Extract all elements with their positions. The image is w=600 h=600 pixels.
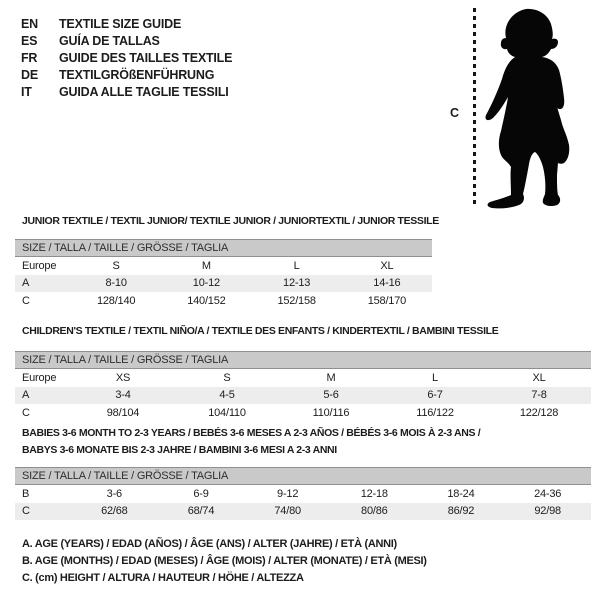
table-cell: 8-10 bbox=[71, 275, 161, 293]
table-cell: 62/68 bbox=[71, 503, 158, 521]
table-cell: XL bbox=[380, 259, 394, 272]
table-cell: 3-6 bbox=[106, 487, 122, 500]
table-cell: 92/98 bbox=[504, 503, 591, 521]
footnote-height: C. (cm) HEIGHT / ALTURA / HAUTEUR / HÖHE / ALTEZZA bbox=[22, 572, 304, 584]
table-row-height bbox=[15, 292, 432, 310]
table-cell: 18-24 bbox=[447, 487, 475, 500]
table-row-height bbox=[15, 503, 591, 521]
junior-table-title: JUNIOR TEXTILE / TEXTIL JUNIOR/ TEXTILE JUNIOR / JUNIORTEXTIL / JUNIOR TESSILE bbox=[22, 215, 439, 227]
babies-table-grid bbox=[15, 485, 591, 520]
table-cell: C bbox=[22, 406, 30, 419]
language-title: GUIDE DES TAILLES TEXTILE bbox=[59, 51, 233, 65]
language-row bbox=[21, 33, 232, 50]
language-code: FR bbox=[21, 51, 38, 65]
language-row bbox=[21, 84, 232, 101]
table-cell: 140/152 bbox=[187, 294, 226, 307]
table-cell: M bbox=[326, 371, 336, 384]
language-code: ES bbox=[21, 34, 38, 48]
table-cell: 110/116 bbox=[312, 406, 350, 419]
height-measure-dashed-line bbox=[473, 8, 476, 206]
table-cell: 158/170 bbox=[367, 294, 407, 307]
table-cell: 7-8 bbox=[487, 387, 591, 405]
language-row bbox=[21, 50, 232, 67]
table-cell: 116/122 bbox=[416, 406, 454, 419]
table-cell: 98/104 bbox=[106, 406, 140, 419]
table-row-europe bbox=[15, 257, 432, 275]
junior-table-grid bbox=[15, 257, 432, 310]
table-cell: 152/158 bbox=[277, 294, 316, 307]
table-cell: A bbox=[15, 275, 71, 293]
table-cell: 68/74 bbox=[158, 503, 245, 521]
footnote-age-years: A. AGE (YEARS) / EDAD (AÑOS) / ÂGE (ANS) / ALTER (JAHRE) / ETÀ (ANNI) bbox=[22, 538, 397, 550]
table-cell: 10-12 bbox=[161, 275, 251, 293]
table-cell: 74/80 bbox=[244, 503, 331, 521]
table-cell: XS bbox=[115, 371, 131, 384]
table-row-height bbox=[15, 404, 591, 422]
babies-table-title-line2: BABYS 3-6 MONATE BIS 2-3 JAHRE / BAMBINI 3-6 MESI A 2-3 ANNI bbox=[22, 444, 337, 456]
footnote-age-months: B. AGE (MONTHS) / EDAD (MESES) / ÂGE (MOIS) / ALTER (MONATE) / ETÀ (MESI) bbox=[22, 555, 427, 567]
table-cell: 80/86 bbox=[331, 503, 418, 521]
children-size-table bbox=[15, 351, 591, 422]
table-cell: A bbox=[15, 387, 71, 405]
table-cell: 128/140 bbox=[96, 294, 136, 307]
table-cell: 6-9 bbox=[193, 487, 209, 500]
language-header bbox=[21, 16, 232, 101]
table-cell: 3-4 bbox=[71, 387, 175, 405]
table-cell: S bbox=[112, 259, 120, 272]
table-cell: Europe bbox=[22, 371, 57, 384]
table-cell: C bbox=[22, 294, 30, 307]
table-cell: L bbox=[293, 259, 300, 272]
babies-table-title-line1: BABIES 3-6 MONTH TO 2-3 YEARS / BEBÉS 3-6 MESES A 2-3 AÑOS / BÉBÉS 3-6 MOIS À 2-3 ANS / bbox=[22, 427, 481, 439]
size-header-band: SIZE / TALLA / TAILLE / GRÖSSE / TAGLIA bbox=[15, 239, 432, 257]
table-cell: 9-12 bbox=[277, 487, 299, 500]
children-table-title: CHILDREN'S TEXTILE / TEXTIL NIÑO/A / TEXTILE DES ENFANTS / KINDERTEXTIL / BAMBINI TESSILE bbox=[22, 325, 499, 337]
table-cell: 24-36 bbox=[534, 487, 562, 500]
table-row-age bbox=[15, 275, 432, 293]
size-header-band: SIZE / TALLA / TAILLE / GRÖSSE / TAGLIA bbox=[15, 351, 591, 369]
table-cell: M bbox=[201, 259, 211, 272]
language-code: EN bbox=[21, 17, 38, 31]
language-row bbox=[21, 16, 232, 33]
language-title: TEXTILE SIZE GUIDE bbox=[59, 17, 182, 31]
table-cell: C bbox=[15, 503, 71, 521]
baby-silhouette-icon bbox=[484, 5, 594, 211]
table-cell: 6-7 bbox=[383, 387, 487, 405]
size-header-band: SIZE / TALLA / TAILLE / GRÖSSE / TAGLIA bbox=[15, 467, 591, 485]
junior-size-table bbox=[15, 239, 432, 310]
table-cell: S bbox=[223, 371, 231, 384]
table-cell: 4-5 bbox=[175, 387, 279, 405]
table-cell: L bbox=[432, 371, 438, 384]
babies-size-table bbox=[15, 467, 591, 520]
table-cell: B bbox=[22, 487, 30, 500]
language-code: DE bbox=[21, 68, 38, 82]
table-cell: XL bbox=[532, 371, 546, 384]
language-title: TEXTILGRÖßENFÜHRUNG bbox=[59, 68, 215, 82]
height-measure-label: C bbox=[450, 106, 460, 120]
table-cell: 86/92 bbox=[418, 503, 505, 521]
table-row-age-months bbox=[15, 485, 591, 503]
table-cell: 5-6 bbox=[279, 387, 383, 405]
table-cell: 122/128 bbox=[519, 406, 559, 419]
language-code: IT bbox=[21, 85, 32, 99]
table-cell: 14-16 bbox=[342, 275, 432, 293]
table-cell: 12-18 bbox=[360, 487, 388, 500]
table-row-age bbox=[15, 387, 591, 405]
table-cell: Europe bbox=[22, 259, 57, 272]
table-cell: 12-13 bbox=[252, 275, 342, 293]
language-row bbox=[21, 67, 232, 84]
children-table-grid bbox=[15, 369, 591, 422]
table-row-europe bbox=[15, 369, 591, 387]
table-cell: 104/110 bbox=[208, 406, 246, 419]
language-title: GUÍA DE TALLAS bbox=[59, 34, 160, 48]
language-title: GUIDA ALLE TAGLIE TESSILI bbox=[59, 85, 229, 99]
